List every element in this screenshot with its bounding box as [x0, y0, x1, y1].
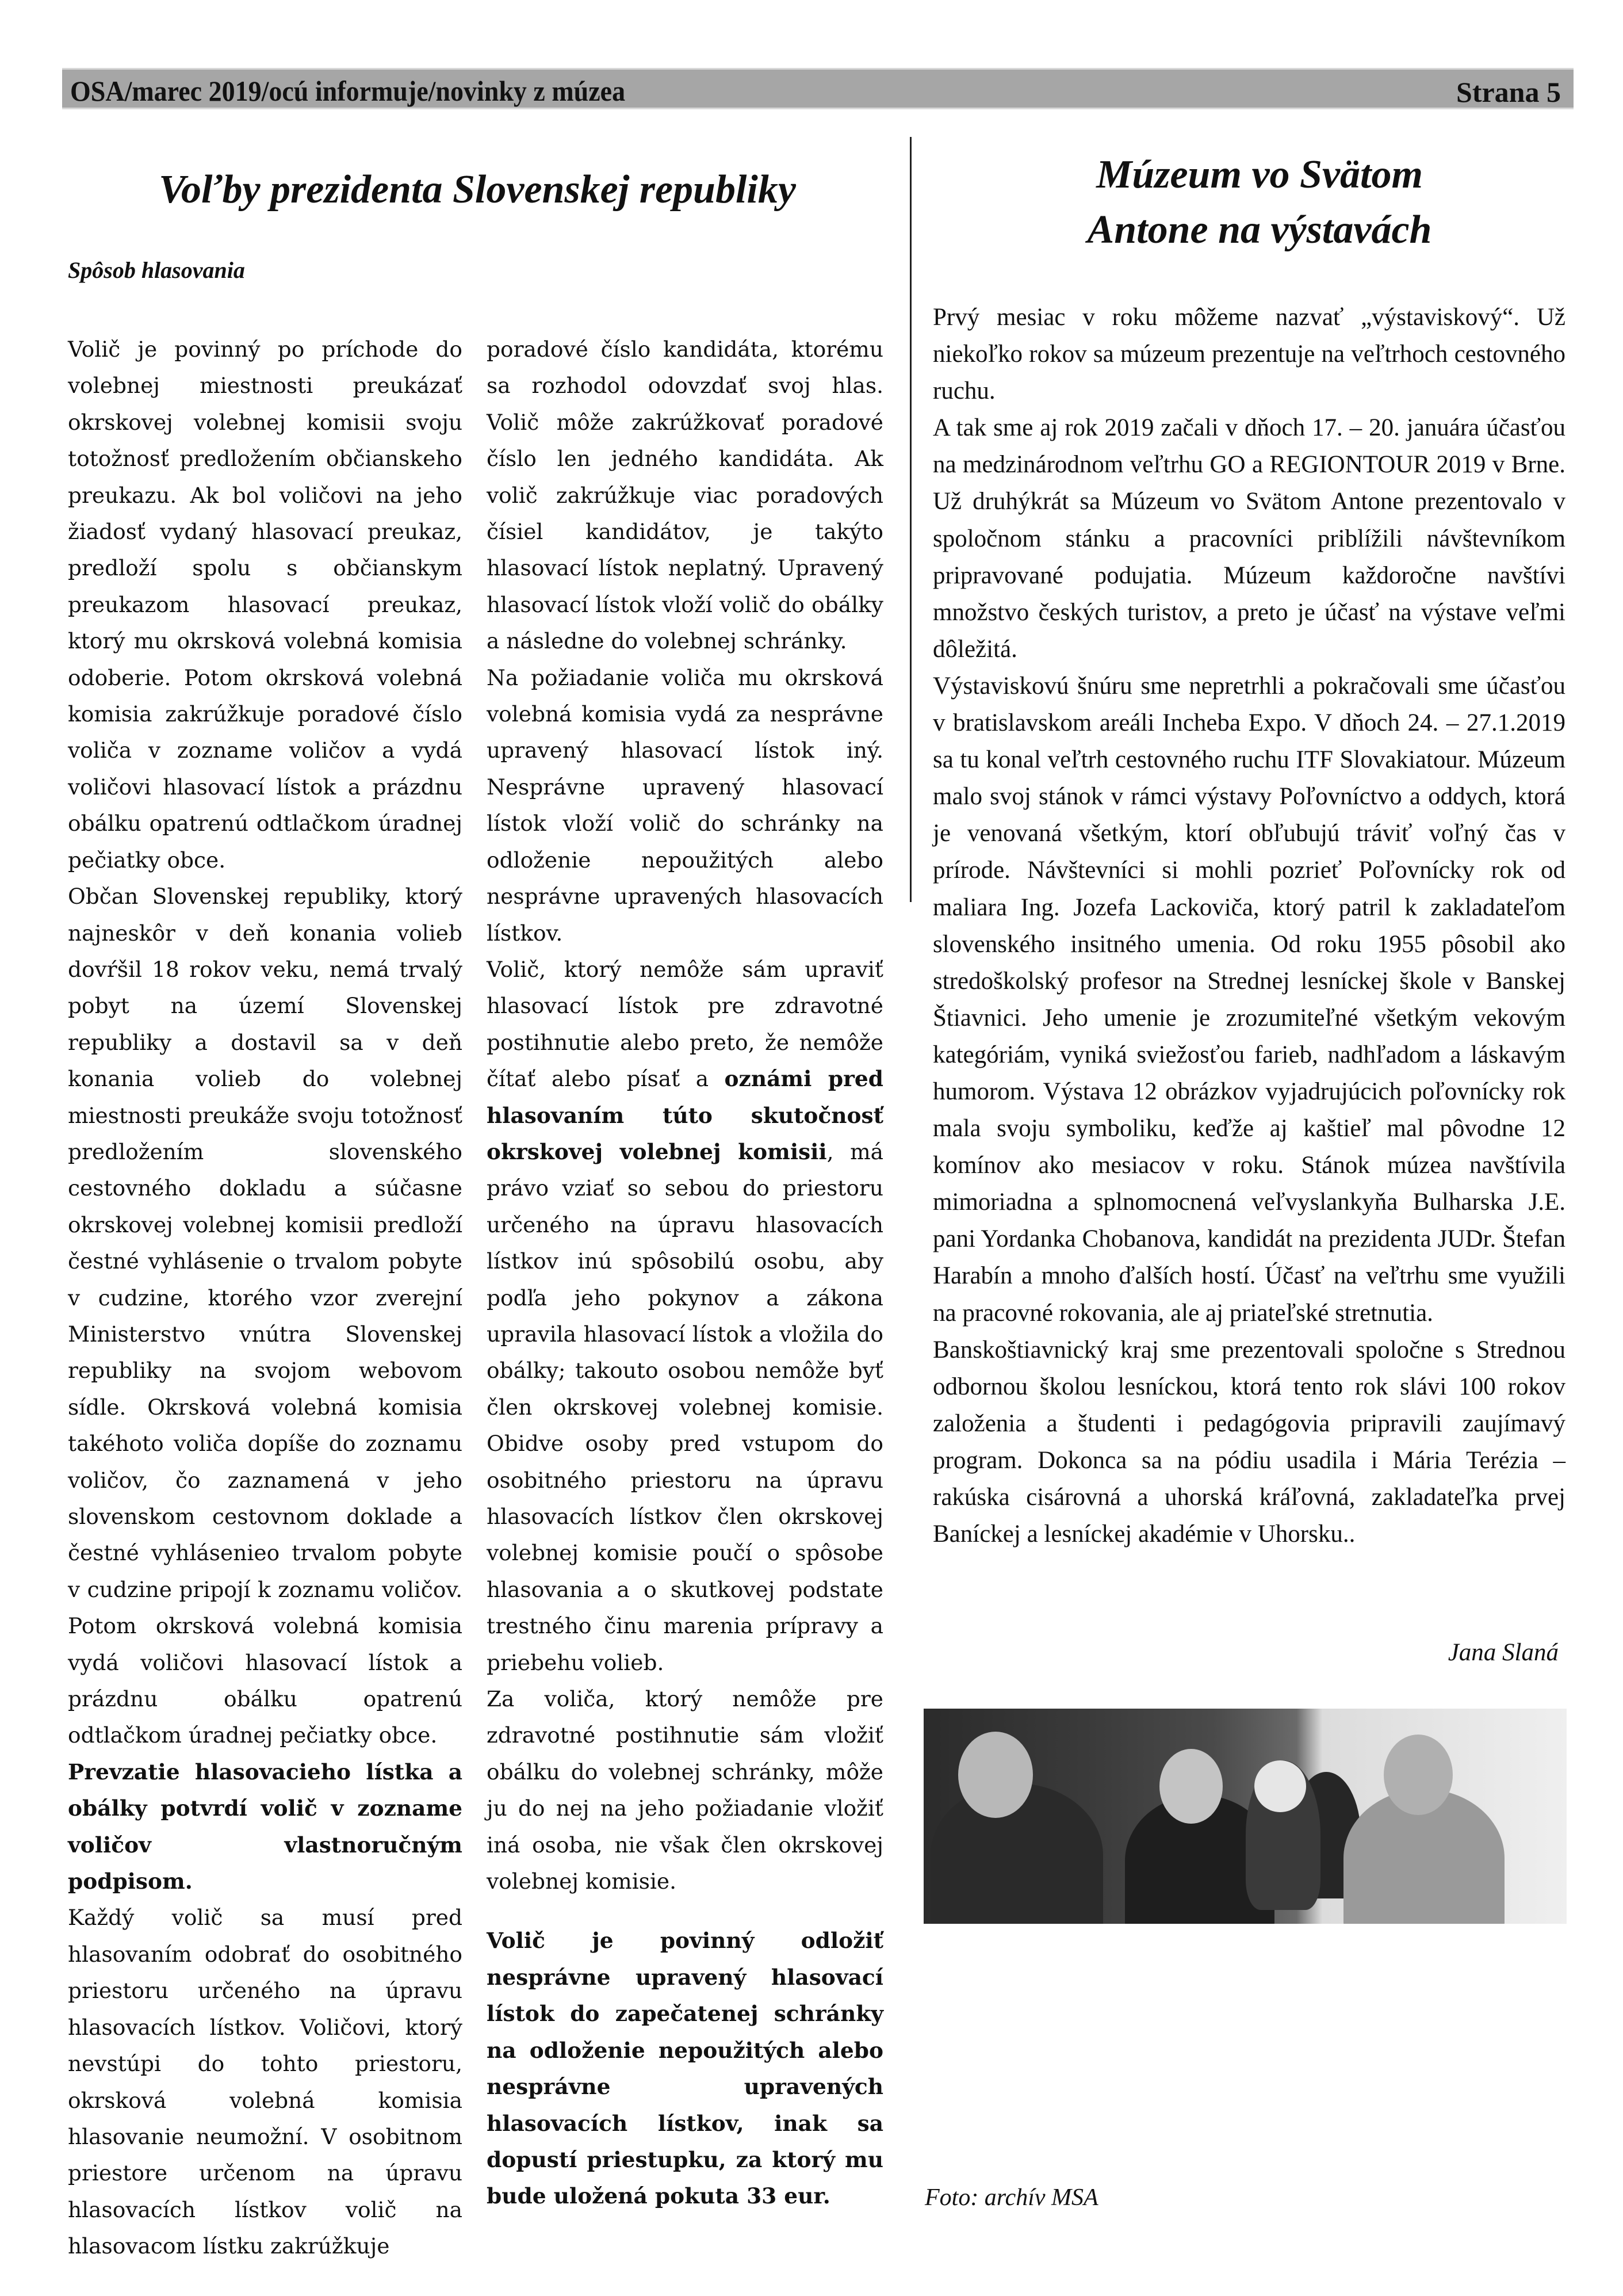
- photo-figure-head: [958, 1732, 1033, 1818]
- paragraph: Prvý mesiac v roku môžeme nazvať „výstaviskový“. Už niekoľko rokov sa múzeum prezentuje na veľtrhoch cestovného ruchu.: [933, 304, 1565, 405]
- left-article-title: Voľby prezidenta Slovenskej republiky: [159, 167, 796, 212]
- bold-notice: Volič je povinný odložiť nesprávne upravený hlasovací lístok do zapečatenej schránky na odloženie nepoužitých alebo nesprávne upravených hlasovacích lístkov, inak sa dopustí priestupku, za ktorý mu bude uložená pokuta 33 eur.: [487, 1928, 883, 2209]
- paragraph: A tak sme aj rok 2019 začali v dňoch 17. – 20. januára účasťou na medzinárodnom veľtrhu GO a REGIONTOUR 2019 v Brne. Už druhýkrát sa Múzeum vo Svätom Antone prezentovalo v spoločnom stánku a pracovníci priblížili návštevníkom pripravované podujatia. Múzeum každoročne navštívi množstvo českých turistov, a preto je účasť na výstave veľmi dôležitá.: [933, 414, 1565, 663]
- left-article-column-2: [487, 331, 883, 2215]
- author-signature: Jana Slaná: [1448, 1639, 1559, 1666]
- right-title-line-2: Antone na výstavách: [1087, 208, 1432, 252]
- paragraph: Výstaviskovú šnúru sme nepretrhli a pokračovali sme účasťou v bratislavskom areáli Incheba Expo. V dňoch 24. – 27.1.2019 sa tu konal veľtrh cestovného ruchu ITF Slovakiatour. Múzeum malo svoj stánok v rámci výstavy Poľovníctvo a oddych, ktorá je venovaná všetkým, ktorí obľubujú tráviť voľný čas v prírode. Návštevníci si mohli pozrieť Poľovnícky rok od maliara Ing. Jozefa Lackoviča, ktorý patril k zakladateľom slovenského insitného umenia. Od roku 1955 pôsobil ako stredoškolský profesor na Strednej lesníckej škole v Banskej Štiavnici. Jeho umenie je zrozumiteľné všetkým vekovým kategóriám, vyniká sviežosťou farieb, nadhľadom a láskavým humorom. Výstava 12 obrázkov vyjadrujúcich poľovnícky rok mala svoju symboliku, keďže aj kaštieľ mal pôvodne 12 komínov ako mesiacov v roku. Stánok múzea navštívila mimoriadna a splnomocnená veľvyslankyňa Bulharska J.E. pani Yordanka Chobanova, kandidát na prezidenta JUDr. Štefan Harabín a mnoho ďalších hostí. Účasť na veľtrhu sme využili na pracovné rokovania, ale aj priateľské stretnutia.: [933, 672, 1565, 1327]
- right-title-line-1: Múzeum vo Svätom: [1096, 152, 1423, 197]
- column-divider: [910, 137, 912, 902]
- paragraph: Občan Slovenskej republiky, ktorý najneskôr v deň konania volieb dovŕšil 18 rokov veku, nemá trvalý pobyt na území Slovenskej republiky a dostavil sa v deň konania volieb do volebnej miestnosti preukáže svoju totožnosť predložením slovenského cestovného dokladu a súčasne okrskovej volebnej komisii predloží čestné vyhlásenie o trvalom pobyte v cudzine, ktorého vzor zverejní Ministerstvo vnútra Slovenskej republiky na svojom webovom sídle. Okrsková volebná komisia takéhoto voliča dopíše do zoznamu voličov, čo zaznamená v jeho slovenskom cestovnom doklade a čestné vyhlásenieo trvalom pobyte v cudzine pripojí k zoznamu voličov. Potom okrsková volebná komisia vydá voličovi hlasovací lístok a prázdnu obálku opatrenú odtlačkom úradnej pečiatky obce.: [68, 884, 462, 1748]
- paragraph-text: , má právo vziať so sebou do priestoru určeného na úpravu hlasovacích lístkov inú spôsobilú osobu, aby podľa jeho pokynov a zákona upravila hlasovací lístok a vložila do obálky; takouto osobou nemôže byť člen okrskovej volebnej komisie. Obidve osoby pred vstupom do osobitného priestoru na úpravu hlasovacích lístkov člen okrskovej volebnej komisie poučí o spôsobe hlasovania a o skutkovej podstate trestného činu marenia prípravy a priebehu volieb.: [487, 1139, 883, 1675]
- paragraph: [487, 952, 883, 1681]
- bold-text: oznámi pred hlasovaním túto skutočnosť okrskovej volebnej komisii: [487, 1066, 883, 1164]
- left-article-subheading: Spôsob hlasovania: [68, 257, 245, 283]
- paragraph: Banskoštiavnický kraj sme prezentovali spoločne s Strednou odbornou školou lesníckou, ktorá tento rok slávi 100 rokov založenia a študenti i pedagógovia pripravili zaujímavý program. Dokonca sa na pódiu usadila i Mária Terézia – rakúska cisárovná a uhorská kráľovná, zakladateľka prvej Baníckej a lesníckej akadémie v Uhorsku..: [933, 1336, 1565, 1548]
- page-number: Strana 5: [1456, 76, 1561, 108]
- page-header-bar: [62, 68, 1574, 109]
- right-article-title: [943, 147, 1576, 258]
- paragraph: Za voliča, ktorý nemôže pre zdravotné postihnutie sám vložiť obálku do volebnej schránky, môže ju do nej na jeho požiadanie vložiť iná osoba, nie však člen okrskovej volebnej komisie.: [487, 1686, 883, 1894]
- photo-eagle-head: [1254, 1760, 1306, 1812]
- photo-figure-head: [1159, 1749, 1223, 1824]
- bold-notice: Prevzatie hlasovacieho lístka a obálky potvrdí volič v zozname voličov vlastnoručným podpisom.: [68, 1759, 462, 1894]
- paragraph: Na požiadanie voliča mu okrsková volebná komisia vydá za nesprávne upravený hlasovací lístok iný. Nesprávne upravený hlasovací lístok vloží volič do schránky na odloženie nepoužitých alebo nesprávne upravených hlasovacích lístkov.: [487, 664, 883, 946]
- left-article-column-1: [68, 331, 462, 2265]
- paragraph: Každý volič sa musí pred hlasovaním odobrať do osobitného priestoru určeného na úpravu hlasovacích lístkov. Voličovi, ktorý nevstúpi do tohto priestoru, okrsková volebná komisia hlasovanie neumožní. V osobitnom priestore určenom na úpravu hlasovacích lístkov volič na hlasovacom lístku zakrúžkuje: [68, 1905, 462, 2259]
- publication-title: OSA/marec 2019/ocú informuje/novinky z múzea: [70, 75, 626, 107]
- paragraph: poradové číslo kandidáta, ktorému sa rozhodol odovzdať svoj hlas. Volič môže zakrúžkovať poradové číslo len jedného kandidáta. Ak volič zakrúžkuje viac poradových čísiel kandidátov, je takýto hlasovací lístok neplatný. Upravený hlasovací lístok vloží volič do obálky a následne do volebnej schránky.: [487, 337, 883, 654]
- right-article-body: [933, 299, 1565, 1553]
- paragraph: Volič je povinný po príchode do volebnej miestnosti preukázať okrskovej volebnej komisii svoju totožnosť predložením občianskeho preukazu. Ak bol voličovi na jeho žiadosť vydaný hlasovací preukaz, predloží spolu s občianskym preukazom hlasovací preukaz, ktorý mu okrsková volebná komisia odoberie. Potom okrsková volebná komisia zakrúžkuje poradové číslo voliča v zozname voličov a vydá voličovi hlasovací lístok a prázdnu obálku opatrenú odtlačkom úradnej pečiatky obce.: [68, 337, 462, 873]
- photo-figure-head: [1384, 1735, 1453, 1815]
- photo-caption: Foto: archív MSA: [925, 2184, 1098, 2211]
- article-photo: [924, 1709, 1567, 1924]
- paragraph-text: Volič, ktorý nemôže sám upraviť hlasovací lístok pre zdravotné postihnutie alebo preto, že nemôže čítať alebo písať a: [487, 956, 883, 1092]
- spacer: [487, 1900, 883, 1923]
